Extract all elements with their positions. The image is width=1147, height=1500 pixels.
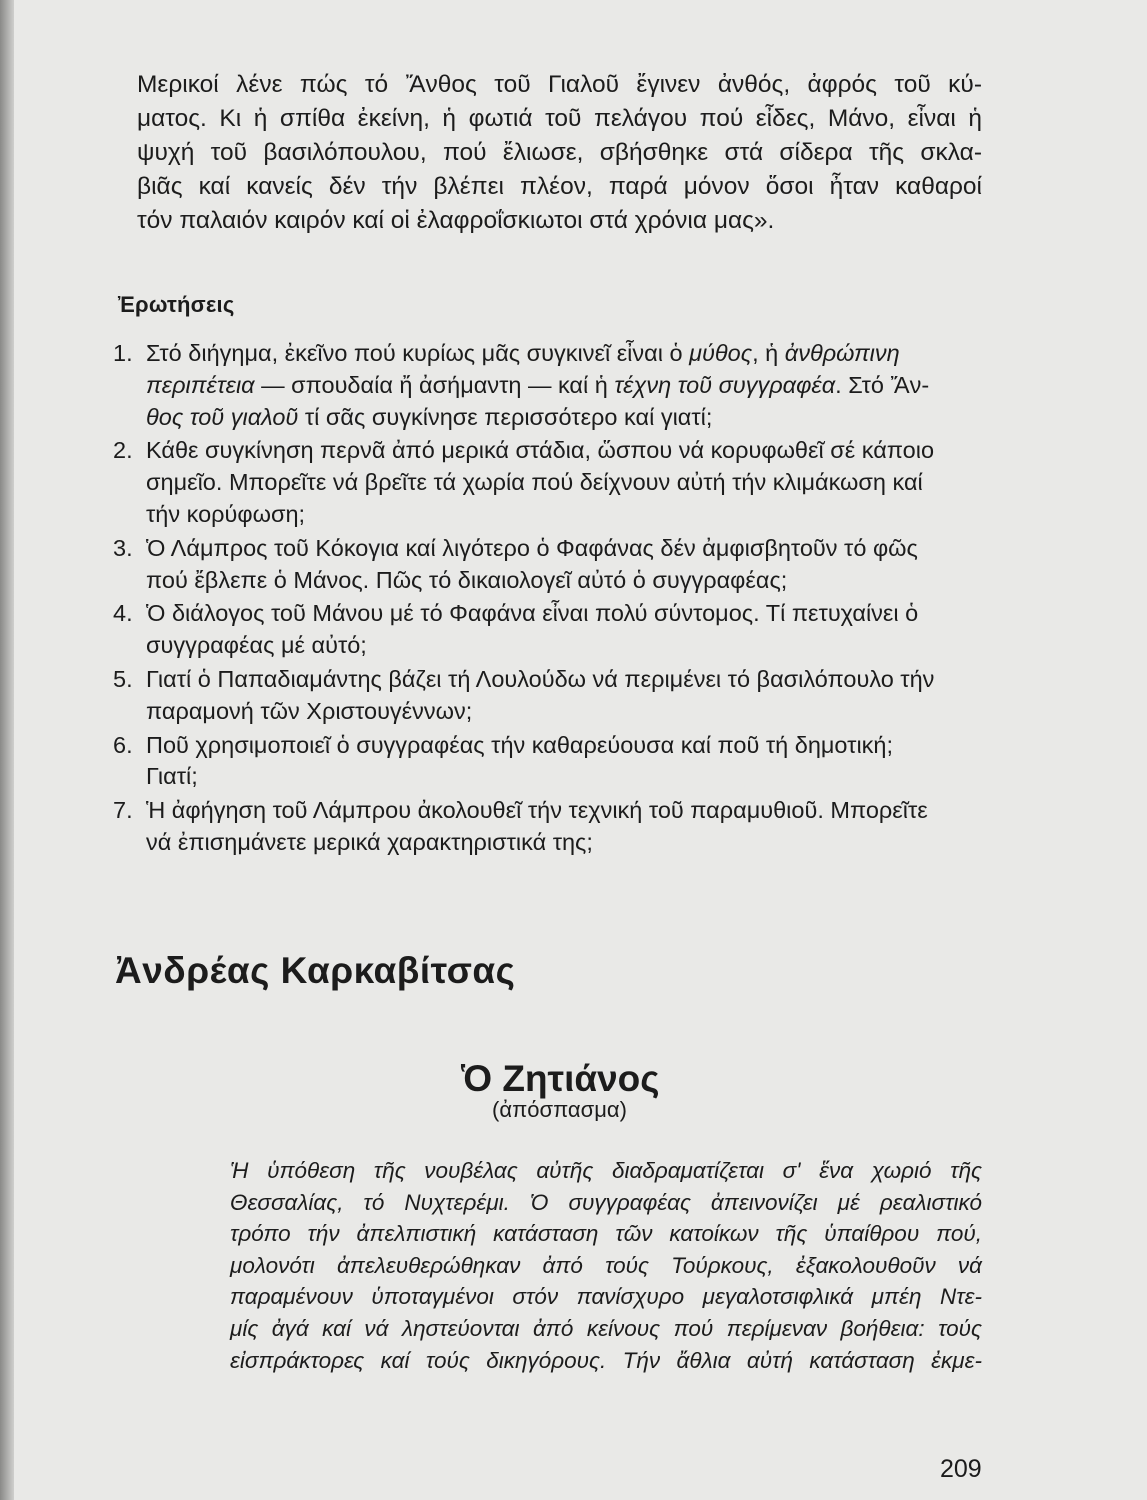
intro-line: Θεσσαλίας, τό Νυχτερέμι. Ὁ συγγραφέας ἀπεινονίζει μέ ρεαλιστικό [230, 1189, 982, 1215]
paragraph-line: ψυχή τοῦ βασιλόπουλου, πού ἔλιωσε, σβήσθηκε στά σίδερα τῆς σκλα- [137, 139, 982, 166]
question-line [146, 467, 983, 499]
question-text: τήν κορύφωση; [146, 500, 306, 527]
question-item [113, 338, 983, 433]
closing-paragraph [137, 68, 982, 238]
question-number: 3. [113, 534, 133, 561]
question-number: 1. [113, 340, 133, 366]
question-text: , ἡ [752, 340, 785, 366]
intro-paragraph [230, 1155, 982, 1376]
question-item [113, 533, 983, 597]
italic-term: τέχνη τοῦ συγγραφέα [614, 371, 836, 398]
question-item [113, 795, 983, 859]
question-line [146, 338, 983, 370]
question-text: — σπουδαία ἤ ἀσήμαντη — καί ἡ [254, 371, 615, 398]
question-text: πού ἔβλεπε ὁ Μάνος. Πῶς τό δικαιολογεῖ αὐτό ὁ συγγραφέας; [146, 566, 788, 593]
question-line [146, 664, 983, 696]
excerpt-note-container [0, 1097, 1147, 1123]
question-line [146, 499, 983, 531]
question-line [146, 730, 983, 762]
question-item [113, 598, 983, 662]
question-item [113, 435, 983, 530]
question-text: Γιατί ὁ Παπαδιαμάντης βάζει τή Λουλούδω νά περιμένει τό βασιλόπουλο τήν [146, 665, 935, 692]
question-text: Ποῦ χρησιμοποιεῖ ὁ συγγραφέας τήν καθαρεύουσα καί ποῦ τή δημοτική; [146, 731, 894, 758]
question-number: 2. [113, 437, 133, 464]
question-line [146, 795, 983, 827]
question-text: Ἡ ἀφήγηση τοῦ Λάμπρου ἀκολουθεῖ τήν τεχνική τοῦ παραμυθιοῦ. Μπορεῖτε [146, 797, 928, 824]
question-item [113, 664, 983, 728]
question-number: 5. [113, 665, 133, 692]
intro-line: τρόπο τήν ἀπελπιστική κατάσταση τῶν κατοίκων τῆς ὑπαίθρου πού, [230, 1221, 982, 1247]
question-text: Κάθε συγκίνηση περνᾶ ἀπό μερικά στάδια, ὥσπου νά κορυφωθεῖ σέ κάποιο [146, 437, 935, 464]
questions-heading: Ἐρωτήσεις [118, 292, 235, 317]
paragraph-line: ματος. Κι ἡ σπίθα ἐκείνη, ἡ φωτιά τοῦ πελάγου πού εἶδες, Μάνο, εἶναι ἡ [137, 105, 982, 132]
question-text: συγγραφέας μέ αὐτό; [146, 632, 367, 659]
work-title-container [0, 1058, 1147, 1100]
question-line [146, 827, 983, 859]
excerpt-note: (ἀπόσπασμα) [492, 1097, 627, 1122]
intro-line: μίς ἀγά καί νά ληστεύονται ἀπό κείνους πού περίμεναν βοήθεια: τούς [230, 1315, 982, 1341]
italic-term: θος τοῦ γιαλοῦ [146, 403, 299, 430]
question-text: Γιατί; [146, 763, 198, 790]
page-number: 209 [940, 1455, 982, 1483]
questions-list [113, 338, 983, 861]
question-item [113, 730, 983, 794]
question-text: Ὁ διάλογος τοῦ Μάνου μέ τό Φαφάνα εἶναι πολύ σύντομος. Τί πετυχαίνει ὁ [146, 600, 919, 627]
question-line [146, 370, 983, 402]
question-line [146, 598, 983, 630]
question-text: παραμονή τῶν Χριστουγέννων; [146, 697, 473, 724]
question-number: 6. [113, 731, 133, 758]
paragraph-line: τόν παλαιόν καιρόν καί οἱ ἐλαφροΐσκιωτοι στά χρόνια μας». [137, 207, 775, 234]
question-line [146, 630, 983, 662]
paragraph-line: Μερικοί λένε πώς τό Ἄνθος τοῦ Γιαλοῦ ἔγινεν ἀνθός, ἀφρός τοῦ κύ- [137, 71, 982, 98]
italic-term: περιπέτεια [146, 371, 255, 398]
paragraph-line: βιᾶς καί κανείς δέν τήν βλέπει πλέον, παρά μόνον ὅσοι ἦταν καθαροί [137, 173, 982, 200]
work-title: Ὁ Ζητιάνος [461, 1058, 660, 1099]
question-text: Στό διήγημα, ἐκεῖνο πού κυρίως μᾶς συγκινεῖ εἶναι ὁ [146, 340, 690, 366]
italic-term: μύθος [689, 340, 753, 366]
question-line [146, 761, 983, 793]
question-text: τί σᾶς συγκίνησε περισσότερο καί γιατί; [298, 403, 713, 430]
italic-term: ἀνθρώπινη [784, 340, 900, 366]
question-number: 7. [113, 797, 133, 824]
question-line [146, 696, 983, 728]
question-text: Ὁ Λάμπρος τοῦ Κόκογια καί λιγότερο ὁ Φαφάνας δέν ἀμφισβητοῦν τό φῶς [146, 534, 918, 561]
question-text: νά ἐπισημάνετε μερικά χαρακτηριστικά της; [146, 828, 593, 855]
intro-line: εἰσπράκτορες καί τούς δικηγόρους. Τήν ἄθλια αὐτή κατάσταση ἐκμε- [230, 1347, 982, 1373]
question-text: σημεῖο. Μπορεῖτε νά βρεῖτε τά χωρία πού δείχνουν αὐτή τήν κλιμάκωση καί [146, 469, 923, 496]
question-line [146, 533, 983, 565]
author-heading: Ἀνδρέας Καρκαβίτσας [115, 950, 516, 991]
page-edge-shadow [0, 0, 14, 1500]
question-number: 4. [113, 600, 133, 627]
question-line [146, 565, 983, 597]
question-line [146, 402, 983, 434]
question-line [146, 435, 983, 467]
intro-line: Ἡ ὑπόθεση τῆς νουβέλας αὐτῆς διαδραματίζεται σ' ἕνα χωριό τῆς [230, 1158, 982, 1183]
intro-line: παραμένουν ὑποταγμένοι στόν πανίσχυρο μεγαλοτσιφλικά μπέη Ντε- [230, 1284, 982, 1310]
question-text: . Στό Ἄν- [835, 371, 930, 398]
intro-line: μολονότι ἀπελευθερώθηκαν ἀπό τούς Τούρκους, ἐξακολουθοῦν νά [230, 1252, 982, 1278]
